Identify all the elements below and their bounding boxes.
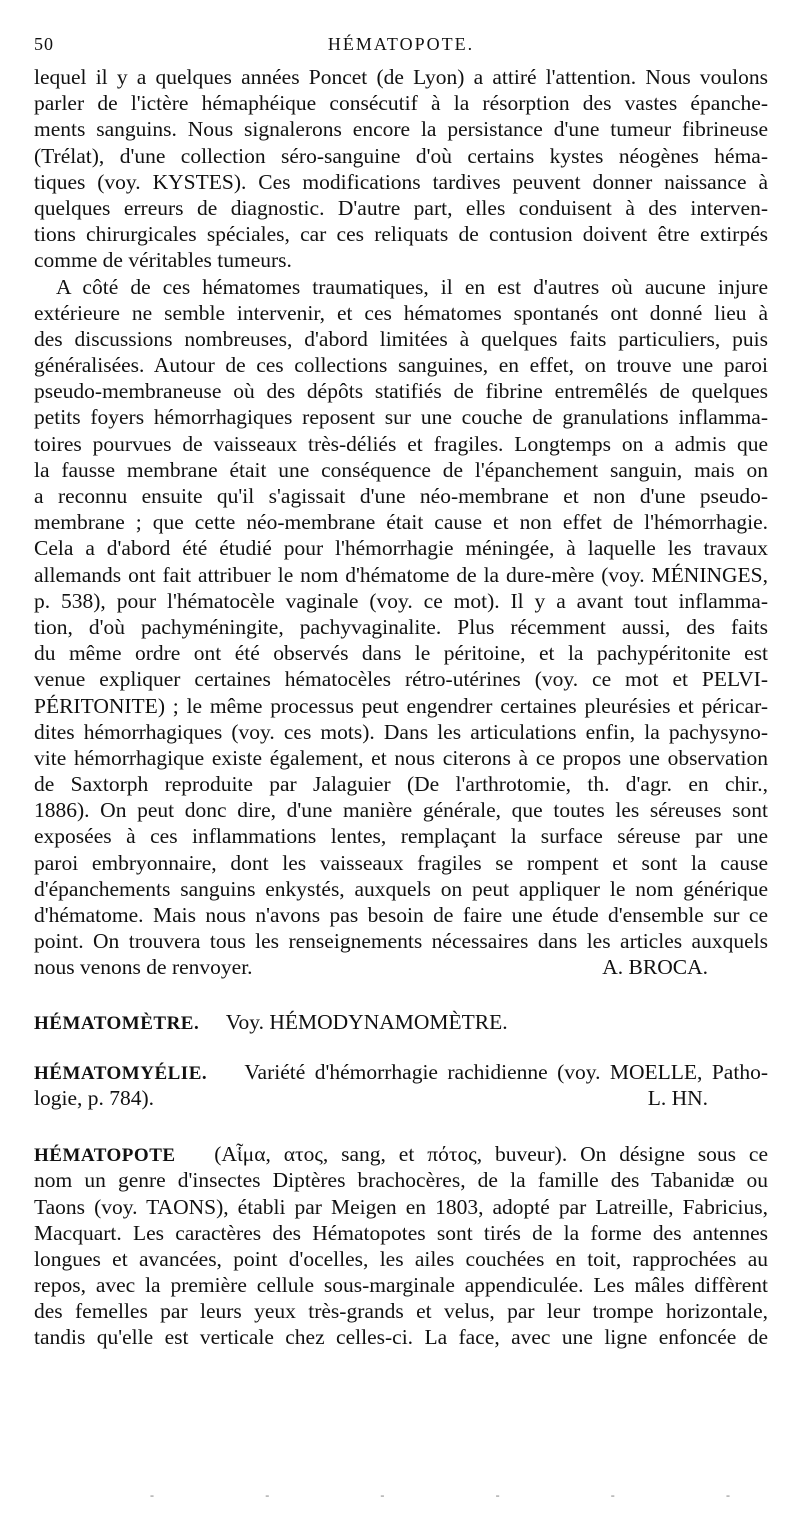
text-line: parler de l'ictère hémaphéique consécutif à la résorption des vastes épanche- bbox=[34, 91, 768, 116]
text-line: petits foyers hémorrhagiques reposent sur une couche de granulations inflamma- bbox=[34, 405, 768, 430]
footer-mark: - bbox=[495, 1488, 500, 1502]
page-number: 50 bbox=[34, 34, 54, 54]
text-line: du même ordre ont été observés dans le péritoine, et la pachypéritonite est bbox=[34, 641, 768, 666]
author-signature: L. HN. bbox=[647, 1085, 708, 1110]
text-line: nom un genre d'insectes Diptères brachocères, de la famille des Tabanidæ ou bbox=[34, 1168, 768, 1193]
text-line: a reconnu ensuite qu'il s'agissait d'une néo-membrane et non d'une pseudo- bbox=[34, 484, 768, 508]
text-line: des femelles par leurs yeux très-grands et velus, par leur trompe horizontale, bbox=[34, 1299, 768, 1324]
text-line: allemands ont fait attribuer le nom d'hématome de la dure-mère (voy. MÉNINGES, bbox=[34, 562, 768, 587]
text-line: PÉRITONITE) ; le même processus peut engendrer certaines pleurésies et péricar- bbox=[34, 693, 768, 718]
footer-mark: - bbox=[265, 1488, 270, 1502]
entry-headword: HÉMATOMÈTRE. bbox=[34, 1012, 200, 1034]
footer-mark: - bbox=[150, 1488, 154, 1502]
text-line: Taons (voy. TAONS), établi par Meigen en 1803, adopté par Latreille, Fabricius, bbox=[34, 1194, 768, 1219]
text-line: Cela a d'abord été étudié pour l'hémorrhagie méningée, à laquelle les travaux bbox=[34, 536, 768, 561]
text-line: p. 538), pour l'hématocèle vaginale (voy. ce mot). Il y a avant tout inflamma- bbox=[34, 588, 768, 613]
text-line: dites hémorrhagiques (voy. ces mots). Dans les articulations enfin, la pachysyno- bbox=[34, 719, 768, 744]
text-line: exposées à ces inflammations lentes, remplaçant la surface séreuse par une bbox=[34, 824, 768, 849]
entry-hematopote bbox=[34, 1141, 768, 1351]
continuation-last-line: nous venons de renvoyer. bbox=[34, 955, 253, 980]
text-line: généralisées. Autour de ces collections sanguines, en effet, on trouve une paroi bbox=[34, 353, 768, 378]
text-line: ments sanguins. Nous signalerons encore la persistance d'une tumeur fibrineuse bbox=[34, 117, 768, 142]
footer-mark: - bbox=[380, 1488, 385, 1502]
text-line: membrane ; que cette néo-membrane était cause et non effet de l'hémorrhagie. bbox=[34, 510, 768, 535]
text-line: paroi embryonnaire, dont les vaisseaux fragiles se rompent et sont la cause bbox=[34, 850, 768, 875]
entry-text-line: Variété d'hémorrhagie rachidienne (voy. MOELLE, Patho- bbox=[244, 1059, 768, 1084]
text-line: Macquart. Les caractères des Hématopotes sont tirés de la forme des antennes bbox=[34, 1220, 768, 1245]
text-line: d'hématome. Mais nous n'avons pas besoin de faire une étude d'ensemble sur ce bbox=[34, 903, 768, 927]
text-line: de Saxtorph reproduite par Jalaguier (De l'arthrotomie, th. d'agr. en chir., bbox=[34, 772, 768, 797]
text-line: (Trélat), d'une collection séro-sanguine d'où certains kystes néogènes héma- bbox=[34, 143, 768, 168]
entry-headword: HÉMATOPOTE bbox=[34, 1145, 176, 1167]
text-line: longues et avancées, point d'ocelles, les ailes couchées en toit, rapprochées au bbox=[34, 1246, 768, 1271]
text-line: tion, d'où pachyméningite, pachyvaginalite. Plus récemment aussi, des faits bbox=[34, 614, 768, 639]
entry-text: Voy. HÉMODYNAMOMÈTRE. bbox=[225, 1009, 508, 1034]
signature-line bbox=[34, 954, 768, 980]
author-signature: A. BROCA. bbox=[602, 955, 708, 980]
entry-hematometre bbox=[34, 1009, 768, 1035]
footer-mark: - bbox=[725, 1488, 730, 1502]
text-line: tions chirurgicales spéciales, car ces reliquats de contusion doivent être extirpés bbox=[34, 222, 768, 247]
entry-text-line: (Αἷμα, ατος, sang, et πότος, buveur). On désigne sous ce bbox=[214, 1142, 768, 1167]
body-text bbox=[34, 64, 768, 1351]
text-line: venue expliquer certaines hématocèles rétro-utérines (voy. ce mot et PELVI- bbox=[34, 667, 768, 692]
text-line: comme de véritables tumeurs. bbox=[34, 248, 292, 273]
text-line: A côté de ces hématomes traumatiques, il en est d'autres où aucune injure bbox=[56, 274, 768, 299]
continuation-paragraphs bbox=[34, 64, 768, 954]
text-line: quelques erreurs de diagnostic. D'autre part, elles conduisent à des interven- bbox=[34, 195, 768, 220]
text-line: pseudo-membraneuse où des dépôts statifiés de fibrine entremêlés de quelques bbox=[34, 379, 768, 404]
page-header bbox=[34, 34, 768, 60]
text-line: lequel il y a quelques années Poncet (de Lyon) a attiré l'attention. Nous voulons bbox=[34, 65, 768, 89]
entry-text-line: logie, p. 784). bbox=[34, 1085, 155, 1110]
entry-hematomyelie bbox=[34, 1059, 768, 1111]
text-line: des discussions nombreuses, d'abord limitées à quelques faits particuliers, puis bbox=[34, 326, 768, 351]
text-line: vite hémorrhagique existe également, et nous citerons à ce propos une observation bbox=[34, 745, 768, 770]
text-line: repos, avec la première cellule sous-marginale appendiculée. Les mâles diffèrent bbox=[34, 1273, 768, 1298]
text-line: extérieure ne semble intervenir, et ces hématomes spontanés ont donné lieu à bbox=[34, 300, 768, 325]
page-footer-marks bbox=[150, 1488, 730, 1502]
text-line: d'épanchements sanguins enkystés, auxquels on peut appliquer le nom générique bbox=[34, 876, 768, 901]
text-line: la fausse membrane était une conséquence de l'épanchement sanguin, mais on bbox=[34, 457, 768, 482]
text-line: tiques (voy. KYSTES). Ces modifications tardives peuvent donner naissance à bbox=[34, 169, 768, 194]
text-line: 1886). On peut donc dire, d'une manière générale, que toutes les séreuses sont bbox=[34, 798, 768, 823]
entry-headword: HÉMATOMYÉLIE. bbox=[34, 1062, 208, 1084]
text-line: toires pourvues de vaisseaux très-déliés et fragiles. Longtemps on a admis que bbox=[34, 431, 768, 456]
running-title: HÉMATOPOTE. bbox=[327, 34, 475, 54]
footer-mark: - bbox=[610, 1488, 615, 1502]
text-line: point. On trouvera tous les renseignements nécessaires dans les articles auxquels bbox=[34, 929, 768, 954]
text-line: tandis qu'elle est verticale chez celles-ci. La face, avec une ligne enfoncée de bbox=[34, 1325, 768, 1350]
